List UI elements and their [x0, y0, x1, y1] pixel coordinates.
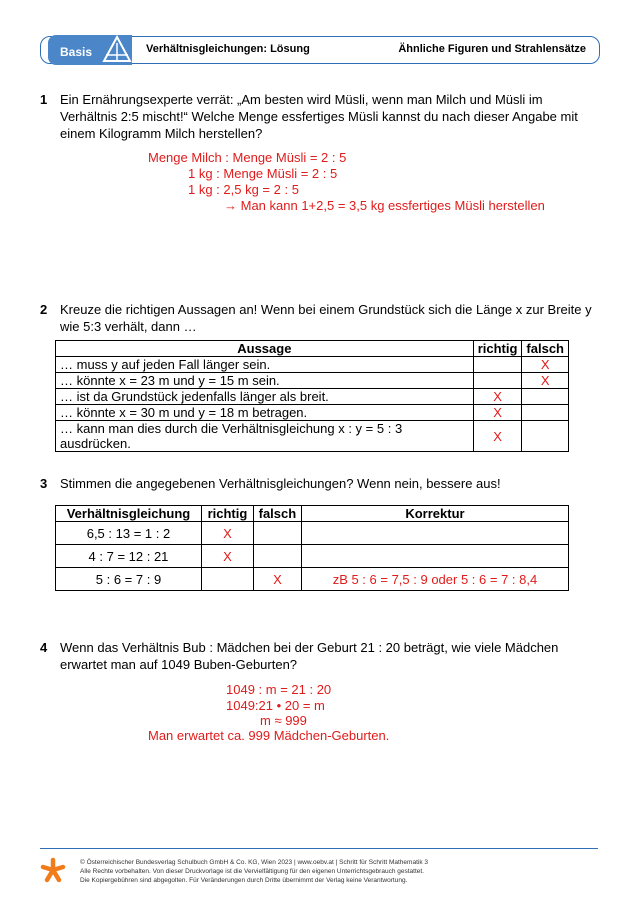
equation-cell: 6,5 : 13 = 1 : 2 — [56, 522, 202, 545]
table-row — [56, 405, 569, 421]
task-4-solution-line: 1049 : m = 21 : 20 — [226, 682, 332, 697]
footer-divider — [40, 848, 598, 849]
copyright-line: Alle Rechte vorbehalten. Von dieser Druckvorlage ist die Vervielfältigung für den eigenen Unterrichtsgebrauch gestattet. — [80, 868, 424, 875]
task-1-solution-line: → Man kann 1+2,5 = 3,5 kg essfertiges Müsli herstellen — [224, 198, 545, 213]
table-row — [56, 545, 569, 568]
falsch-cell[interactable] — [522, 421, 569, 452]
falsch-cell[interactable] — [522, 389, 569, 405]
table-row — [56, 522, 569, 545]
equation-cell: 5 : 6 = 7 : 9 — [56, 568, 202, 591]
copyright-line: Die Kopiergebühren sind abgegolten. Für Veränderungen durch Dritte übernimmt der Verlag keine Verantwortung. — [80, 877, 408, 884]
table-header-row — [56, 506, 569, 522]
column-header: Korrektur — [301, 506, 568, 522]
task-4-text: Wenn das Verhältnis Bub : Mädchen bei der Geburt 21 : 20 beträgt, wie viele Mädchen erwartet man auf 1049 Buben-Geburten? — [60, 640, 559, 672]
column-header: Aussage — [56, 341, 474, 357]
statement-cell: … könnte x = 23 m und y = 15 m sein. — [56, 373, 474, 389]
task-4-solution-line: m ≈ 999 — [260, 713, 307, 728]
richtig-cell[interactable]: X — [473, 421, 522, 452]
table-row — [56, 373, 569, 389]
copyright-notice — [80, 858, 600, 885]
falsch-cell[interactable]: X — [522, 357, 569, 373]
statements-table — [55, 340, 569, 452]
statement-cell: … könnte x = 30 m und y = 18 m betragen. — [56, 405, 474, 421]
table-row — [56, 389, 569, 405]
statement-cell: … muss y auf jeden Fall länger sein. — [56, 357, 474, 373]
correction-cell[interactable]: zB 5 : 6 = 7,5 : 9 oder 5 : 6 = 7 : 8,4 — [301, 568, 568, 591]
copyright-line: © Österreichischer Bundesverlag Schulbuch GmbH & Co. KG, Wien 2023 | www.oebv.at | Schritt für Schritt Mathematik 3 — [80, 859, 428, 866]
table-row — [56, 568, 569, 591]
level-badge-label: Basis — [60, 45, 93, 59]
falsch-cell[interactable] — [522, 405, 569, 421]
task-3-text: Stimmen die angegebenen Verhältnisgleichungen? Wenn nein, bessere aus! — [60, 476, 501, 491]
richtig-cell[interactable] — [473, 373, 522, 389]
correction-cell[interactable] — [301, 522, 568, 545]
page-title: Verhältnisgleichungen: Lösung — [146, 43, 310, 55]
task-1-solution-line: 1 kg : 2,5 kg = 2 : 5 — [188, 182, 299, 197]
richtig-cell[interactable]: X — [473, 405, 522, 421]
task-1-solution-line: Menge Milch : Menge Müsli = 2 : 5 — [148, 150, 347, 165]
richtig-cell[interactable]: X — [201, 522, 253, 545]
task-2-number: 2 — [40, 302, 48, 317]
task-3-number: 3 — [40, 476, 48, 491]
falsch-cell[interactable] — [253, 545, 301, 568]
task-1-text: Ein Ernährungsexperte verrät: „Am besten wird Müsli, wenn man Milch und Müsli im Verhältnis 2:5 mischt!“ Welche Menge essfertiges Müsli kannst du nach dieser Angabe mit einem Kilogramm Milch herstellen? — [60, 92, 578, 141]
triangle-ruler-icon — [102, 35, 132, 65]
table-row — [56, 357, 569, 373]
task-1-solution-line: 1 kg : Menge Müsli = 2 : 5 — [188, 166, 338, 181]
statement-cell: … ist da Grundstück jedenfalls länger als breit. — [56, 389, 474, 405]
statement-cell: … kann man dies durch die Verhältnisgleichung x : y = 5 : 3 ausdrücken. — [56, 421, 474, 452]
column-header: Verhältnisgleichung — [56, 506, 202, 522]
task-4-number: 4 — [40, 640, 48, 655]
richtig-cell[interactable] — [201, 568, 253, 591]
equations-table — [55, 505, 569, 591]
publisher-logo-icon — [40, 857, 66, 883]
richtig-cell[interactable]: X — [201, 545, 253, 568]
richtig-cell[interactable]: X — [473, 389, 522, 405]
falsch-cell[interactable]: X — [253, 568, 301, 591]
column-header: richtig — [201, 506, 253, 522]
falsch-cell[interactable] — [253, 522, 301, 545]
falsch-cell[interactable]: X — [522, 373, 569, 389]
task-1-number: 1 — [40, 92, 48, 107]
task-4-solution-line: Man erwartet ca. 999 Mädchen-Geburten. — [148, 728, 390, 743]
page-topic: Ähnliche Figuren und Strahlensätze — [398, 43, 586, 55]
column-header: richtig — [473, 341, 522, 357]
task-2-text: Kreuze die richtigen Aussagen an! Wenn bei einem Grundstück sich die Länge x zur Breite y wie 5:3 verhält, dann … — [60, 302, 592, 334]
table-header-row — [56, 341, 569, 357]
richtig-cell[interactable] — [473, 357, 522, 373]
table-row — [56, 421, 569, 452]
equation-cell: 4 : 7 = 12 : 21 — [56, 545, 202, 568]
column-header: falsch — [253, 506, 301, 522]
correction-cell[interactable] — [301, 545, 568, 568]
column-header: falsch — [522, 341, 569, 357]
task-4-solution-line: 1049:21 • 20 = m — [226, 698, 325, 713]
